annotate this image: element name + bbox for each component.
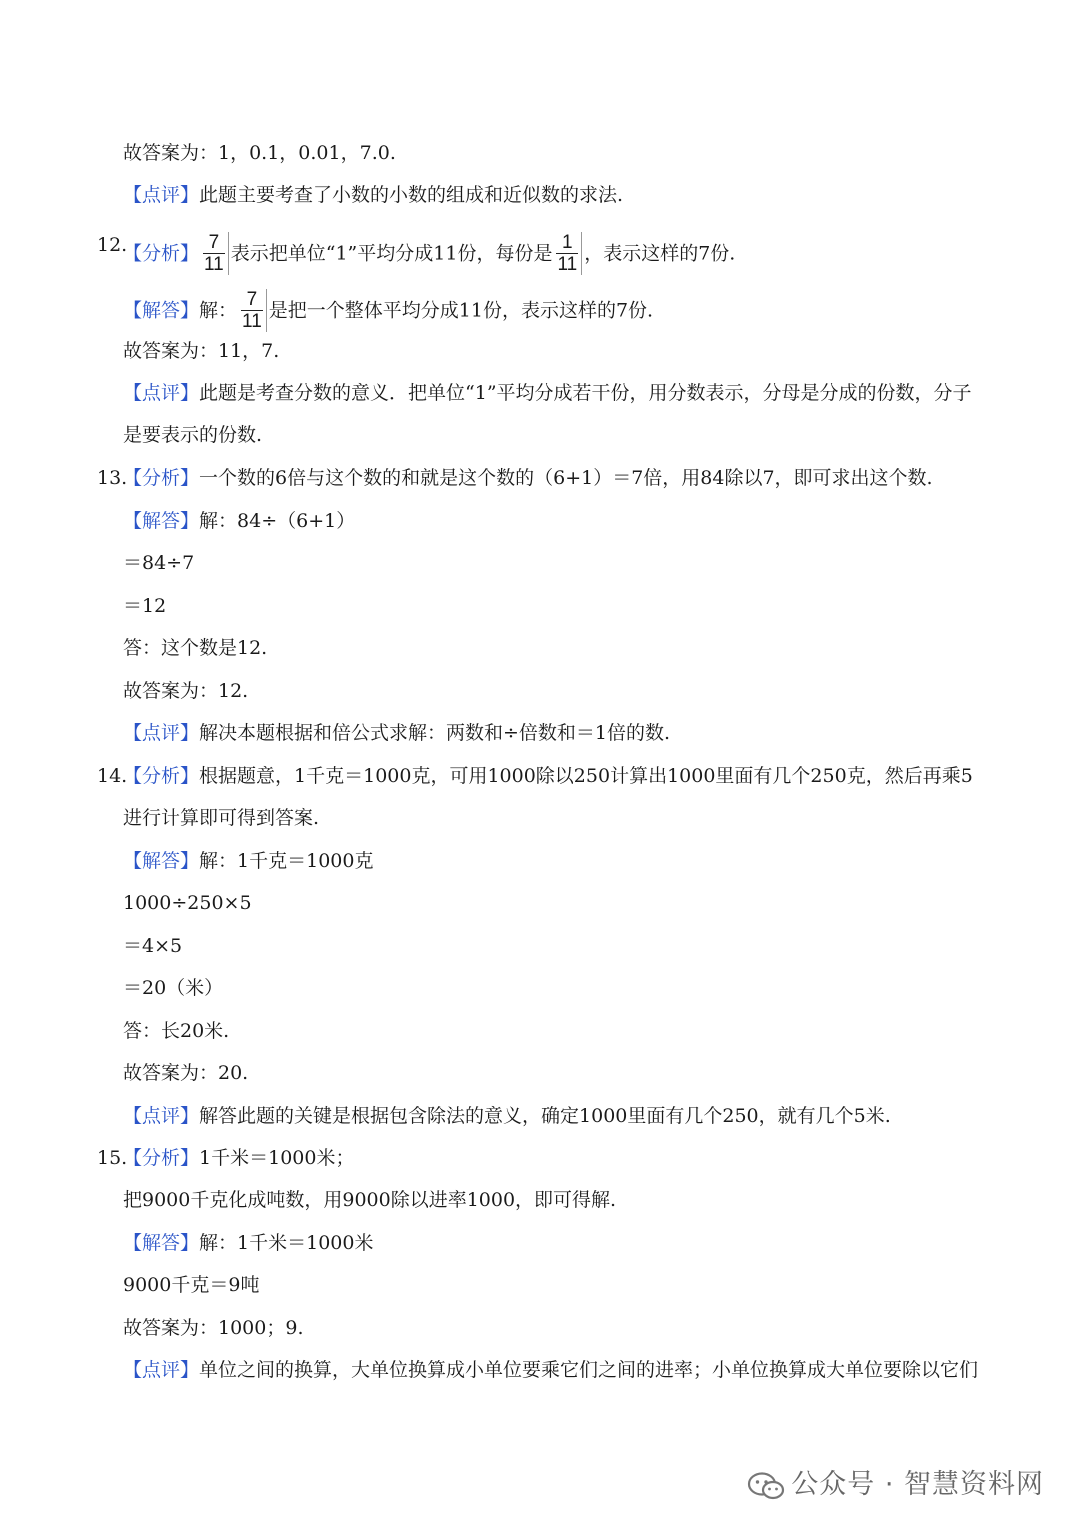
text-line: 答：这个数是12. <box>123 637 268 659</box>
text-line: 故答案为：11，7. <box>123 340 280 362</box>
question-number: 14. <box>97 765 128 787</box>
text-line: 1000÷250×5 <box>123 892 252 914</box>
text-line: 【分析】一个数的6倍与这个数的和就是这个数的（6+1）＝7倍，用84除以7，即可求出这个数. <box>123 467 933 489</box>
text-line: 故答案为：12. <box>123 680 249 702</box>
text-line: 【分析】1千米＝1000米； <box>123 1147 355 1169</box>
text-line: 【解答】解：84÷（6+1） <box>123 510 356 532</box>
text-line: 9000千克＝9吨 <box>123 1274 260 1296</box>
text-line: 故答案为：1，0.1，0.01，7.0. <box>123 142 396 164</box>
text-line: 答：长20米. <box>123 1020 230 1042</box>
fraction: $\frac{7}{11}$ <box>201 232 229 275</box>
text-line: ＝20（米） <box>123 977 224 999</box>
text-line: 是要表示的份数. <box>123 424 263 446</box>
text-line: 【点评】此题是考查分数的意义．把单位“1”平均分成若干份，用分数表示，分母是分成的份数，分子 <box>123 382 972 404</box>
question-number: 13. <box>97 467 128 489</box>
text-line: ＝4×5 <box>123 935 183 957</box>
text-line: 【点评】单位之间的换算，大单位换算成小单位要乘它们之间的进率；小单位换算成大单位要除以它们 <box>123 1359 979 1381</box>
text-line: 【解答】解：1千克＝1000克 <box>123 850 374 872</box>
text-line: ＝84÷7 <box>123 552 195 574</box>
text-line: 【分析】 $\frac{7}{11}$ 表示把单位“1”平均分成11份，每份是 $\frac{1}{11}$ ，表示这样的7份. <box>123 232 736 275</box>
text-line: 【点评】此题主要考查了小数的小数的组成和近似数的求法. <box>123 184 624 206</box>
text-line: 【解答】解：1千米＝1000米 <box>123 1232 374 1254</box>
text-line: 把9000千克化成吨数，用9000除以进率1000，即可得解. <box>123 1189 617 1211</box>
wechat-icon <box>747 1471 785 1501</box>
text-line: 故答案为：20. <box>123 1062 249 1084</box>
watermark: 公众号 · 智慧资料网 <box>747 1462 1044 1501</box>
text-line: 【点评】解答此题的关键是根据包含除法的意义，确定1000里面有几个250，就有几个5米. <box>123 1105 891 1127</box>
fraction: $\frac{7}{11}$ <box>239 289 267 332</box>
text-line: ＝12 <box>123 595 167 617</box>
text-line: 【分析】根据题意，1千克＝1000克，可用1000除以250计算出1000里面有几个250克，然后再乘5 <box>123 765 973 787</box>
text-line: 故答案为：1000；9. <box>123 1317 304 1339</box>
text-line: 【解答】解： $\frac{7}{11}$ 是把一个整体平均分成11份，表示这样的7份. <box>123 289 654 332</box>
question-number: 15. <box>97 1147 128 1169</box>
question-number: 12. <box>97 234 128 256</box>
text-line: 进行计算即可得到答案. <box>123 807 320 829</box>
fraction: $\frac{1}{11}$ <box>554 232 582 275</box>
text-line: 【点评】解决本题根据和倍公式求解：两数和÷倍数和＝1倍的数. <box>123 722 671 744</box>
